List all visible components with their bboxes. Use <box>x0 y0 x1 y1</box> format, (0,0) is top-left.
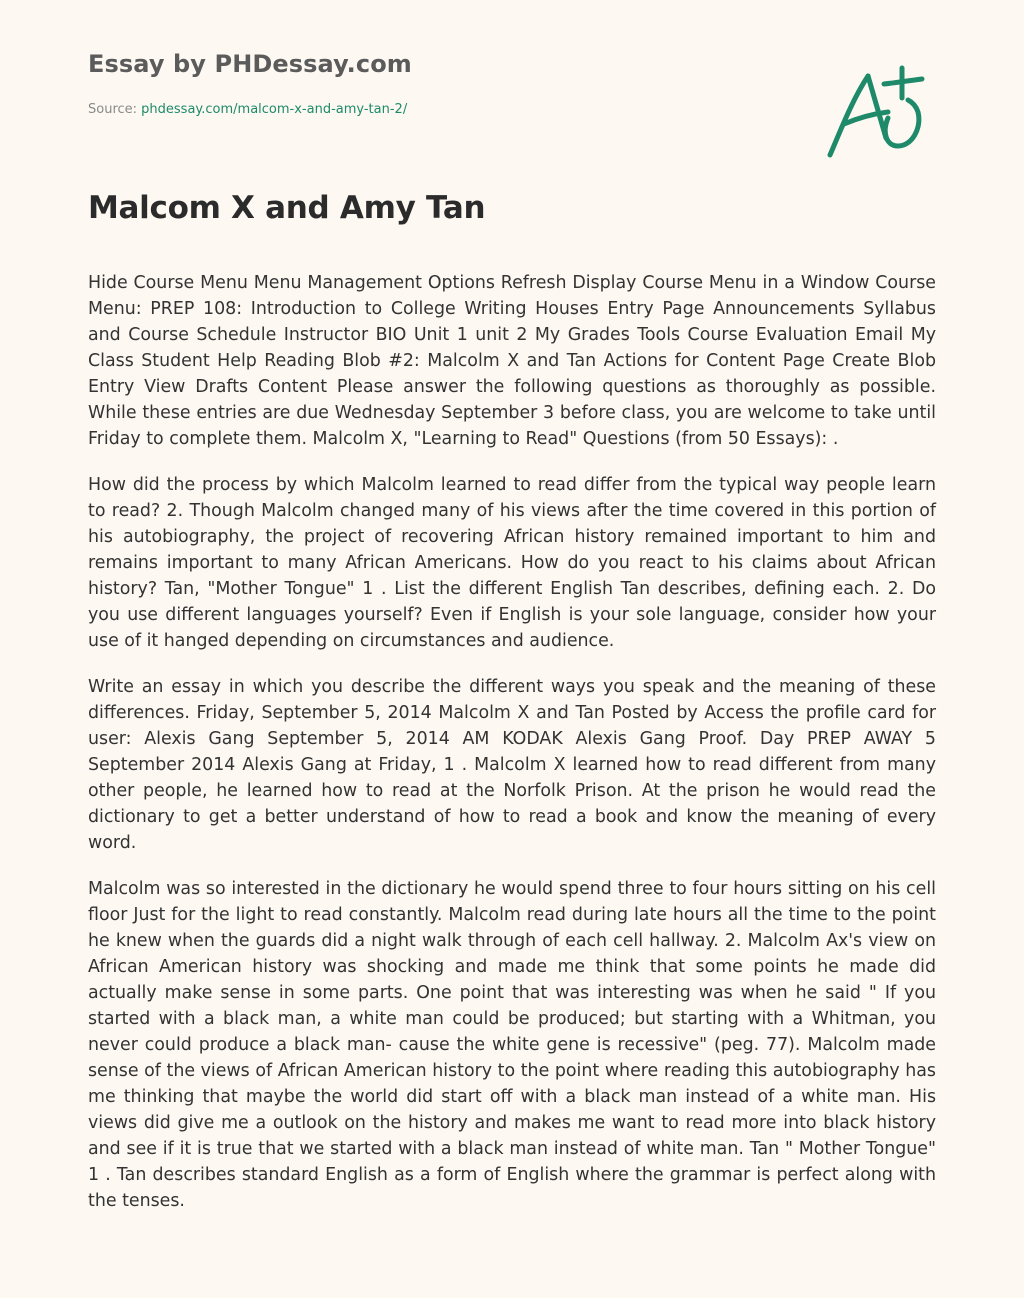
essay-paragraph: Hide Course Menu Menu Management Options Refresh Display Course Menu in a Window Course Menu: PREP 108: Introduction to College Writing Houses Entry Page Announcements Syllabus and Course Schedule Instructor BIO Unit 1 unit 2 My Grades Tools Course Evaluation Email My Class Student Help Reading Blob #2: Malcolm X and Tan Actions for Content Page Create Blob Entry View Drafts Content Please answer the following questions as thoroughly as possible. While these entries are due Wednesday September 3 before class, you are welcome to take until Friday to complete them. Malcolm X, "Learning to Read" Questions (from 50 Essays): . <box>88 273 936 449</box>
essay-title: Malcom X and Amy Tan <box>88 190 486 226</box>
site-brand: Essay by PHDessay.com <box>88 50 412 78</box>
source-label: Source: <box>88 102 138 117</box>
essay-paragraph: Malcolm was so interested in the dictionary he would spend three to four hours sitting on his cell floor Just for the light to read constantly. Malcolm read during late hours all the time to the point he knew when the guards did a night walk through of each cell hallway. 2. Malcolm Ax's view on African American history was shocking and made me think that some points he made did actually make sense in some parts. One point that was interesting was when he said " If you started with a black man, a white man could be produced; but starting with a Whitman, you never could produce a black man- cause the white gene is recessive" (peg. 77). Malcolm made sense of the views of African American history to the point where reading this autobiography has me thinking that maybe the world did start off with a black man instead of a white man. His views did give me a outlook on the history and makes me want to read more into black history and see if it is true that we started with a black man instead of white man. Tan " Mother Tongue" 1 . Tan describes standard English as a form of English where the grammar is perfect along with the tenses. <box>88 879 936 1211</box>
source-line <box>88 102 407 117</box>
essay-body <box>88 270 936 1234</box>
a-plus-icon <box>818 62 930 162</box>
essay-paragraph: Write an essay in which you describe the different ways you speak and the meaning of these differences. Friday, September 5, 2014 Malcolm X and Tan Posted by Access the profile card for user: Alexis Gang September 5, 2014 AM KODAK Alexis Gang Proof. Day PREP AWAY 5 September 2014 Alexis Gang at Friday, 1 . Malcolm X learned how to read different from many other people, he learned how to read at the Norfolk Prison. At the prison he would read the dictionary to get a better understand of how to read a book and know the meaning of every word. <box>88 677 936 853</box>
source-link[interactable]: phdessay.com/malcom-x-and-amy-tan-2/ <box>141 102 408 117</box>
essay-paragraph: How did the process by which Malcolm learned to read differ from the typical way people learn to read? 2. Though Malcolm changed many of his views after the time covered in this portion of his autobiography, the project of recovering African history remained important to him and remains important to many African Americans. How do you react to his claims about African history? Tan, "Mother Tongue" 1 . List the different English Tan describes, defining each. 2. Do you use different languages yourself? Even if English is your sole language, consider how your use of it hanged depending on circumstances and audience. <box>88 475 936 651</box>
